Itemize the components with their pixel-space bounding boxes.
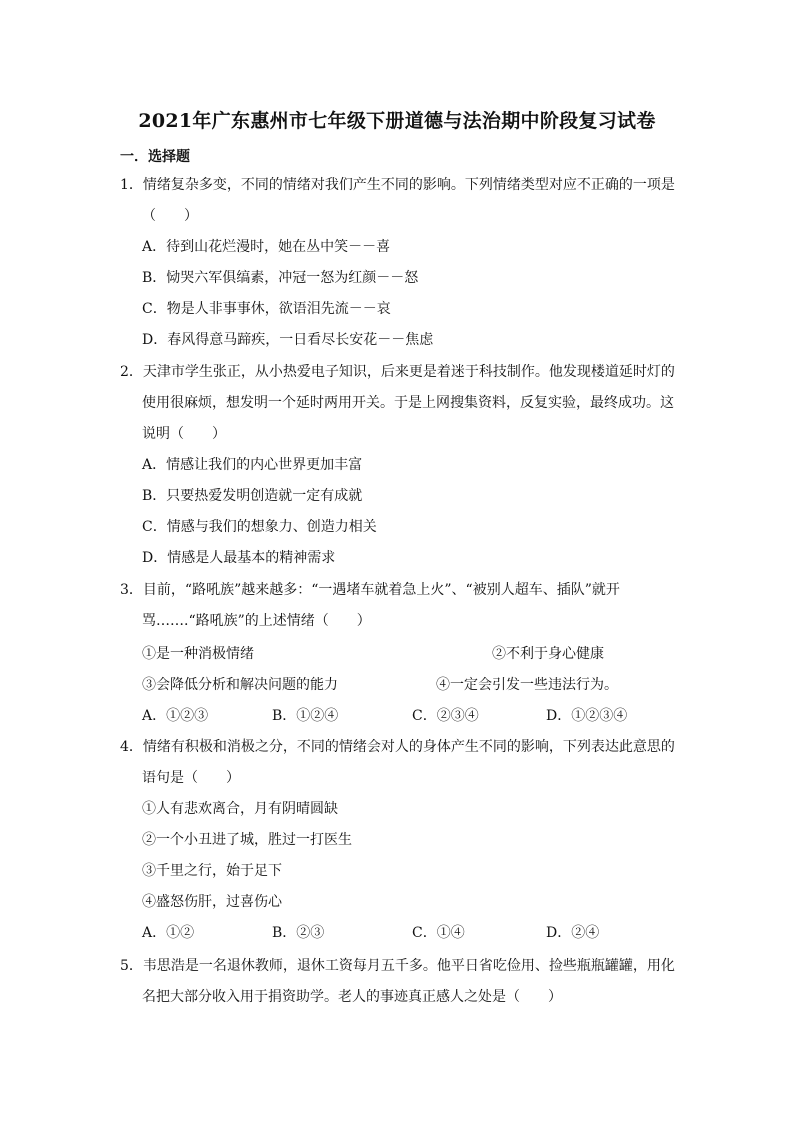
q4-choice-c: C．①④ [412,925,465,941]
q3-stem-line-1: 3．目前，“路吼族”越来越多：“一遇堵车就着急上火”、“被别人超车、插队”就开 [120,582,620,598]
q3-item-1: ①是一种消极情绪 [142,646,254,662]
q3-item-4: ④一定会引发一些违法行为。 [436,677,618,693]
q5-stem-line-1: 5．韦思浩是一名退休教师，退休工资每月五千多。他平日省吃俭用、捡些瓶瓶罐罐，用化 [120,958,675,974]
q2-stem-line-1: 2．天津市学生张正，从小热爱电子知识，后来更是着迷于科技制作。他发现楼道延时灯的 [120,364,675,380]
q3-stem-line-2: 骂…….“路吼族”的上述情绪（ ） [142,613,371,629]
q4-stem-line-1: 4．情绪有积极和消极之分，不同的情绪会对人的身体产生不同的影响，下列表达此意思的 [120,739,675,755]
q3-choice-c: C．②③④ [412,708,479,724]
q3-choice-a: A．①②③ [142,708,209,724]
q4-item-4: ④盛怒伤肝，过喜伤心 [142,894,282,910]
q4-item-3: ③千里之行，始于足下 [142,863,282,879]
q4-choice-d: D．②④ [546,925,600,941]
q2-option-c: C．情感与我们的想象力、创造力相关 [142,519,377,535]
q2-stem-line-2: 使用很麻烦，想发明一个延时两用开关。于是上网搜集资料，反复实验，最终成功。这 [142,395,674,411]
q1-stem-line-2: （ ） [142,208,198,224]
page-title: 2021年广东惠州市七年级下册道德与法治期中阶段复习试卷 [138,110,656,132]
q2-option-b: B．只要热爱发明创造就一定有成就 [142,488,363,504]
q4-stem-line-2: 语句是（ ） [142,770,240,786]
q4-choice-b: B．②③ [272,925,325,941]
q1-option-c: C．物是人非事事休，欲语泪先流－－哀 [142,301,391,317]
q3-item-3: ③会降低分析和解决问题的能力 [142,677,338,693]
q1-option-a: A．待到山花烂漫时，她在丛中笑－－喜 [142,239,391,255]
q2-option-d: D．情感是人最基本的精神需求 [142,550,336,566]
section-heading: 一．选择题 [120,149,190,165]
q3-choice-b: B．①②④ [272,708,339,724]
q1-option-b: B．恸哭六军俱缟素，冲冠一怒为红颜－－怒 [142,270,419,286]
q1-option-d: D．春风得意马蹄疾，一日看尽长安花－－焦虑 [142,332,434,348]
q4-item-1: ①人有悲欢离合，月有阴晴圆缺 [142,801,338,817]
q2-option-a: A．情感让我们的内心世界更加丰富 [142,457,363,473]
q4-item-2: ②一个小丑进了城，胜过一打医生 [142,832,352,848]
q1-stem-line-1: 1．情绪复杂多变，不同的情绪对我们产生不同的影响。下列情绪类型对应不正确的一项是 [120,177,675,193]
q2-stem-line-3: 说明（ ） [142,426,226,442]
q3-choice-d: D．①②③④ [546,708,628,724]
q5-stem-line-2: 名把大部分收入用于捐资助学。老人的事迹真正感人之处是（ ） [142,989,562,1005]
q4-choice-a: A．①② [142,925,195,941]
q3-item-2: ②不利于身心健康 [492,646,604,662]
